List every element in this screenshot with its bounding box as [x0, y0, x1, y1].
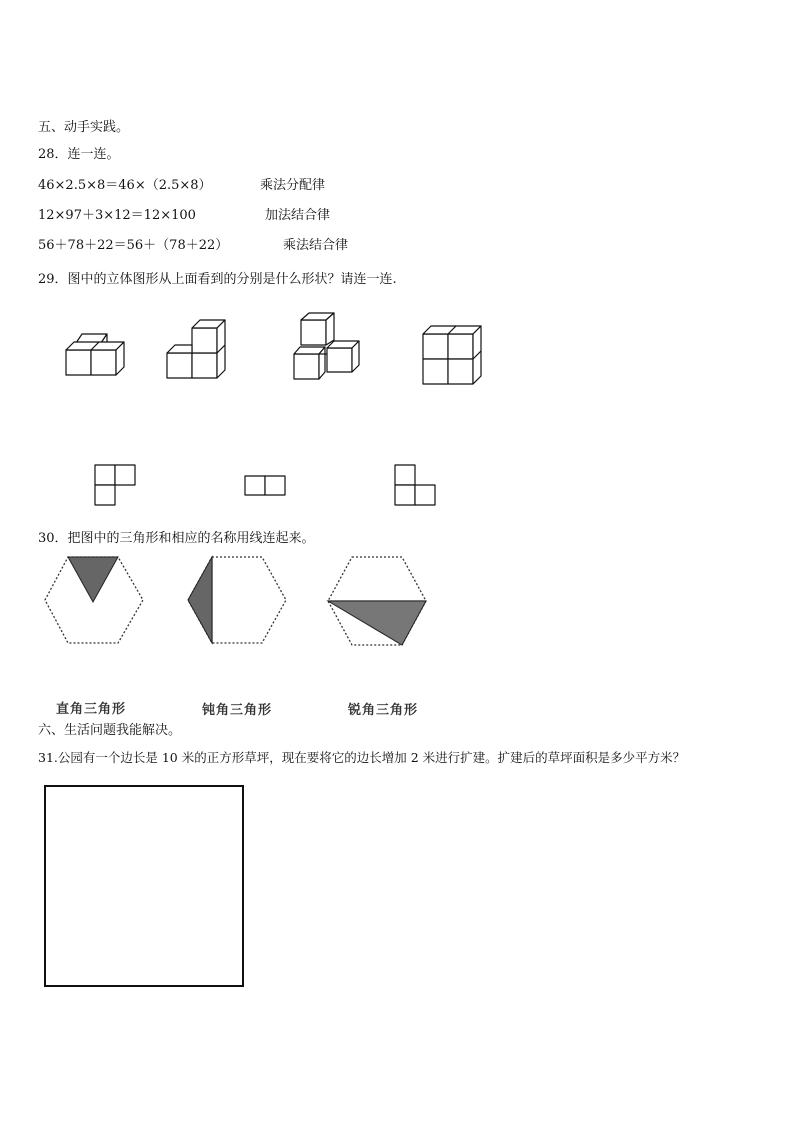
- solid-figure-4: [423, 326, 481, 384]
- top-view-3: [395, 465, 435, 505]
- q29-cube-figures: [0, 300, 520, 520]
- label-acute-triangle: 锐角三角形: [348, 703, 419, 718]
- solid-figure-2: [167, 320, 225, 378]
- top-view-1: [95, 465, 135, 505]
- hexagon-2: [188, 557, 286, 643]
- q30-title: 30．把图中的三角形和相应的名称用线连起来。: [38, 531, 315, 546]
- hexagon-3: [328, 557, 426, 645]
- label-right-triangle: 直角三角形: [56, 702, 127, 717]
- section-5-heading: 五、动手实践。: [38, 120, 130, 135]
- top-view-2: [245, 476, 285, 495]
- label-obtuse-triangle: 钝角三角形: [202, 703, 273, 718]
- q30-hexagons: [0, 550, 460, 650]
- hexagon-1: [45, 557, 143, 643]
- solid-figure-3: [294, 313, 359, 379]
- q28-left-expression-3: 56＋78＋22＝56＋（78＋22）: [38, 238, 229, 253]
- q28-right-law-1: 乘法分配律: [260, 178, 326, 193]
- q31-title: 31.公园有一个边长是 10 米的正方形草坪，现在要将它的边长增加 2 米进行扩建。扩建后的草坪面积是多少平方米？: [38, 750, 686, 765]
- q29-title: 29．图中的立体图形从上面看到的分别是什么形状？请连一连.: [38, 272, 397, 287]
- q28-title: 28．连一连。: [38, 147, 120, 162]
- q28-left-expression-1: 46×2.5×8＝46×（2.5×8）: [38, 178, 212, 193]
- lawn-square: [44, 785, 244, 987]
- q28-right-law-2: 加法结合律: [265, 208, 331, 223]
- solid-figure-1: [66, 334, 124, 375]
- section-6-heading: 六、生活问题我能解决。: [38, 723, 182, 738]
- q28-right-law-3: 乘法结合律: [283, 238, 349, 253]
- q28-left-expression-2: 12×97＋3×12＝12×100: [38, 208, 196, 223]
